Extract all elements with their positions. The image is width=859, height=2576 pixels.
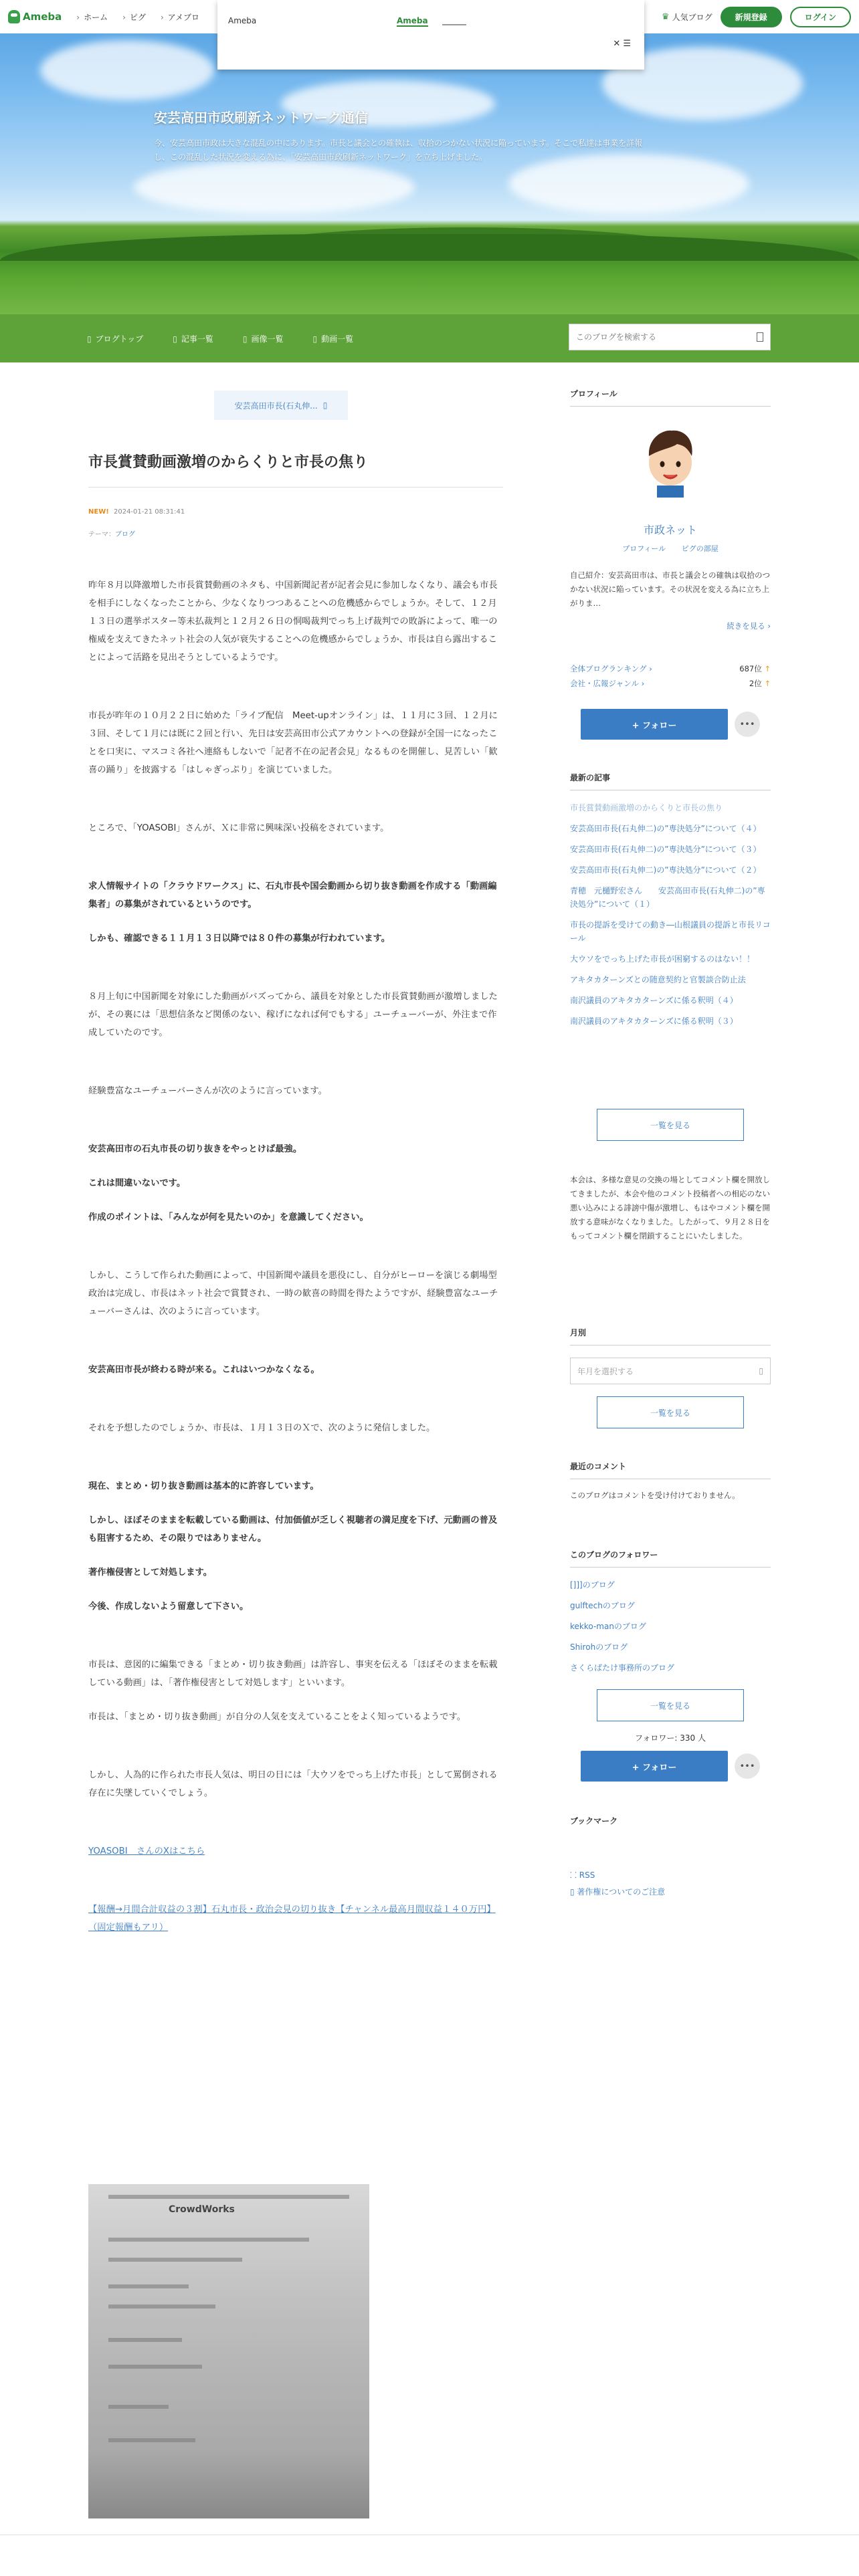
follow-button-2[interactable]: + フォロー	[581, 1751, 728, 1782]
followers-heading: このブログのフォロワー	[570, 1549, 771, 1568]
ranking-genre-value: 2位 ↑	[749, 678, 771, 689]
search-input[interactable]	[576, 332, 757, 342]
doc-icon: ▯	[570, 1887, 577, 1897]
paragraph: 市長が昨年の１０月２２日に始めた「ライブ配信 Meet-upオンライン」は、１１月に３回、１２月に３回、そして１月には既に２回と行い、先日は安芸高田市公式アカウントへの登録が全国一になったことを口実に、マスコミ各社へ連絡もしないで「記者不在の記者会見」なるものを開催し、見苦しい「歓喜の踊り」を披露する「はしゃぎっぷり」を演じていました。	[88, 711, 498, 775]
paragraph: しかし、人為的に作られた市長人気は、明日の日には「大ウソをでっち上げた市長」として罵倒される存在に失墜していくでしょう。	[88, 1770, 498, 1798]
paragraph: 安芸高田市の石丸市長の切り抜きをやっとけば最強。	[88, 1144, 302, 1154]
register-button[interactable]: 新規登録	[721, 7, 782, 27]
profile-heading: プロフィール	[570, 388, 771, 407]
followers-see-all-button[interactable]: 一覧を見る	[597, 1689, 744, 1721]
entry-date: 2024-01-21 08:31:41	[113, 508, 185, 516]
crowdworks-screenshot[interactable]	[88, 2184, 369, 2518]
dropdown-popup	[217, 0, 644, 70]
follower-item[interactable]: Shirohのブログ	[570, 1642, 628, 1652]
paragraph: 著作権侵害として対処します。	[88, 1568, 213, 1578]
divider	[88, 487, 503, 488]
paragraph: 現在、まとめ・切り抜き動画は基本的に許容しています。	[88, 1481, 319, 1491]
popup-tab[interactable]: Ameba	[397, 16, 428, 25]
follower-item[interactable]: kekko-manのブログ	[570, 1622, 646, 1631]
ameba-logo[interactable]	[8, 10, 62, 23]
latest-articles	[570, 801, 771, 1035]
nav-articles[interactable]: ▯ 記事一覧	[173, 333, 213, 344]
latest-article-item[interactable]: 青穂 元樋野宏さん 安芸高田市長(石丸伸二)の”専決処分”について（１）	[570, 886, 765, 909]
paragraph: 経験豊富なユーチューバーさんが次のように言っています。	[88, 1086, 327, 1096]
latest-article-item[interactable]: 安芸高田市長(石丸伸二)の”専決処分”について（４）	[570, 824, 761, 833]
top-links	[76, 11, 199, 23]
popup-title: Ameba	[228, 16, 257, 25]
comments-disabled-note: このブログはコメントを受け付けておりません。	[570, 1491, 740, 1500]
rss-icon: ⸬	[570, 1870, 579, 1880]
cloud	[134, 160, 415, 214]
latest-heading: 最新の記事	[570, 772, 771, 790]
ranking-overall[interactable]	[570, 663, 771, 674]
latest-article-item[interactable]: アキタカターンズとの随意契約と官製談合防止法	[570, 975, 746, 984]
nav-blog-top[interactable]: ▯ ブログトップ	[87, 333, 143, 344]
entry-theme	[88, 528, 135, 538]
follower-item[interactable]: []]]のブログ	[570, 1580, 615, 1590]
latest-article-item[interactable]: 南沢議員のアキタカターンズに係る釈明（３）	[570, 1016, 738, 1026]
ameba-logo-text: Ameba	[23, 11, 62, 23]
tag-icon: ▯	[322, 401, 328, 410]
screenshot-line	[108, 2284, 189, 2288]
paragraph: 昨年８月以降激増した市長賞賛動画のネタも、中国新聞記者が記者会見に参加しなくなり、議会も市長を相手にしなくなったことから、少なくなりつつあることへの危機感からでしょうか。そして、１２月１３日の選挙ポスター等未払裁判と１２月２６日の恫喝裁判でっち上げ裁判での敗訴によって、唯一の権威を支えてきたネット社会の人気が衰失することへの危機感からでしょうか、市長は自ら露出することによって活路を見出そうとしているようです。	[88, 580, 498, 663]
latest-see-all-button[interactable]: 一覧を見る	[597, 1109, 744, 1141]
screenshot-line	[108, 2304, 215, 2309]
screenshot-line	[108, 2195, 349, 2199]
sidebar-profile-heading	[570, 388, 771, 407]
paragraph: 市長は、意図的に編集できる「まとめ・切り抜き動画」は許容し、事実を伝える「ほぼそのままを転載している動画」は、「著作権侵害として対処します」といいます。	[88, 1660, 498, 1688]
close-icon[interactable]: ✕ ☰	[613, 39, 631, 49]
monthly-see-all-button[interactable]: 一覧を見る	[597, 1396, 744, 1428]
treeline	[0, 234, 859, 261]
popular-blog-link[interactable]	[662, 11, 712, 23]
ameba-logo-icon	[8, 10, 20, 23]
ranking-genre[interactable]	[570, 678, 771, 689]
follower-item[interactable]: さくらばたけ事務所のブログ	[570, 1663, 675, 1673]
ranking-overall-value: 687位 ↑	[739, 663, 771, 674]
copyright-label: 著作権についてのご注意	[577, 1887, 666, 1897]
latest-article-item[interactable]: 安芸高田市長(石丸伸二)の”専決処分”について（３）	[570, 845, 761, 854]
theme-label: テーマ：	[88, 531, 115, 538]
new-badge: NEW!	[88, 508, 109, 516]
more-options-icon[interactable]: •••	[735, 1753, 760, 1779]
screenshot-line	[108, 2338, 182, 2342]
screenshot-line	[108, 2258, 242, 2262]
search-icon[interactable]	[757, 332, 763, 342]
pig-room-link[interactable]: ピグの部屋	[681, 544, 719, 553]
theme-link[interactable]: ブログ	[115, 531, 135, 538]
comments-heading: 最近のコメント	[570, 1461, 771, 1479]
cloud	[40, 40, 214, 100]
monthly-heading: 月別	[570, 1327, 771, 1346]
paragraph: しかし、こうして作られた動画によって、中国新聞や議員を悪役にし、自分がヒーローを演じる劇場型政治は完成し、市長はネット社会で賞賛され、一時の歓喜の時間を得たようですが、経験豊富なユーチューバーさんは、次のように言っています。	[88, 1271, 498, 1317]
latest-article-item[interactable]: 南沢議員のアキタカターンズに係る釈明（４）	[570, 996, 738, 1005]
paragraph: 求人情報サイトの「クラウドワークス」に、石丸市長や国会動画から切り抜き動画を作成する「動画編集者」の募集がされているというのです。	[88, 881, 497, 909]
more-options-icon[interactable]: •••	[735, 712, 760, 737]
paragraph: しかし、ほぼそのままを転載している動画は、付加価値が乏しく視聴者の満足度を下げ、元動画の普及も阻害するため、その限りではありません。	[88, 1515, 498, 1543]
avatar[interactable]	[637, 424, 704, 498]
theme-chip-label: 安芸高田市長(石丸伸...	[234, 401, 318, 411]
latest-article-item[interactable]: 市長賞賛動画激増のからくりと市長の焦り	[570, 803, 723, 813]
rss-label: RSS	[579, 1870, 595, 1880]
paragraph: 市長は、「まとめ・切り抜き動画」が自分の人気を支えていることをよく知っているようです。	[88, 1712, 466, 1722]
latest-article-item[interactable]: 市長の提訴を受けての動き―山根議員の提訴と市長リコール	[570, 920, 771, 943]
profile-intro: 自己紹介：安芸高田市は、市長と議会との確執は収拾のつかない状況に陥っています。その状況を変える為に立ち上がりま…	[570, 570, 770, 608]
top-link-home[interactable]: › ホーム	[76, 11, 108, 23]
follower-item[interactable]: gulftechのブログ	[570, 1601, 635, 1610]
ranking-genre-label: 会社・広報ジャンル ›	[570, 679, 645, 688]
follower-count: フォロワー: 330 人	[635, 1733, 706, 1743]
top-link-pig[interactable]: › ピグ	[122, 11, 146, 23]
nav-images[interactable]: ▯ 画像一覧	[243, 333, 284, 344]
bookmark-list	[570, 1868, 771, 1906]
blog-title[interactable]: 安芸高田市政刷新ネットワーク通信	[154, 110, 368, 126]
followers-list	[570, 1578, 771, 1682]
bookmark-heading: ブックマーク	[570, 1816, 618, 1826]
latest-article-item[interactable]: 大ウソをでっち上げた市長が困窮するのはない！！	[570, 954, 755, 964]
follow-button[interactable]: + フォロー	[581, 709, 728, 740]
yoasobi-x-link[interactable]: YOASOBI さんのXはこちら	[88, 1846, 205, 1856]
select-icon: ▯	[759, 1366, 763, 1376]
paragraph: ところで、「YOASOBI」さんが、Ｘに非常に興味深い投稿をされています。	[88, 823, 389, 833]
month-select[interactable]	[570, 1358, 771, 1384]
rss-link[interactable]	[570, 1868, 771, 1882]
paragraph: これは間違いないです。	[88, 1178, 186, 1188]
entry-title[interactable]: 市長賞賛動画激増のからくりと市長の焦り	[88, 454, 369, 471]
profile-name[interactable]: 市政ネット	[643, 524, 697, 536]
paragraph: 今後、作成しないよう留意して下さい。	[88, 1602, 249, 1612]
copyright-link[interactable]	[570, 1885, 771, 1899]
top-link-ameblo[interactable]: › アメブロ	[161, 11, 199, 23]
entry-meta	[88, 508, 185, 516]
paragraph: ８月上旬に中国新聞を対象にした動画がバズってから、議員を対象とした市長賞賛動画が激増しましたが、その裏には「思想信条など関係のない、稼げになれば何でもする」ユーチューバーが、外注まで作成していたのです。	[88, 992, 498, 1038]
paragraph: しかも、確認できる１１月１３日以降では８０件の募集が行われています。	[88, 934, 391, 944]
comment-policy-note: 本会は、多様な意見の交換の場としてコメント欄を開放してきましたが、本会や他のコメント投稿者への相応のない悪い込みによる誹謗中傷が激増し、もはやコメント欄を開放する意味がなくなりました。したがって、９月２８日をもってコメント欄を閉鎖することにいたしました。	[570, 1175, 770, 1241]
blog-description: 今、安芸高田市政は大きな混乱の中にあります。市長と議会との確執は、収拾のつかない状況に陥っています。そこで私達は事業を詳報し、この混乱した状況を変える為に、「安芸高田市政刷新ネットワーク」を立ち上げました。	[154, 138, 643, 162]
entry-body	[88, 576, 503, 1977]
crowdworks-job-link[interactable]: 【報酬→月間合計収益の３割】石丸市長・政治会見の切り抜き【チャンネル最高月間収益１４０万円】（固定報酬もアリ）	[88, 1905, 496, 1933]
theme-chip[interactable]	[214, 391, 348, 420]
profile-links	[570, 543, 771, 554]
paragraph: 作成のポイントは、「みんなが何を見たいのか」を意識してください。	[88, 1212, 369, 1222]
month-select-placeholder: 年月を選択する	[577, 1366, 634, 1376]
screenshot-heading: CrowdWorks	[169, 2204, 235, 2215]
nav-videos[interactable]: ▯ 動画一覧	[313, 333, 354, 344]
popup-tab-placeholder[interactable]	[442, 24, 466, 25]
screenshot-line	[108, 2238, 309, 2242]
paragraph: 安芸高田市長が終わる時が来る。これはいつかなくなる。	[88, 1365, 320, 1375]
login-button[interactable]: ログイン	[790, 7, 851, 27]
profile-link[interactable]: プロフィール	[622, 544, 666, 553]
crown-icon: ♛	[661, 12, 670, 22]
top-right-actions	[662, 7, 851, 27]
paragraph: それを予想したのでしょうか、市長は、１月１３日のＸで、次のように発信しました。	[88, 1423, 436, 1433]
read-more-link[interactable]: 続きを見る ›	[727, 621, 771, 631]
screenshot-line	[108, 2438, 195, 2442]
screenshot-line	[108, 2405, 169, 2409]
popular-blog-label: 人気ブログ	[672, 13, 712, 22]
latest-article-item[interactable]: 安芸高田市長(石丸伸二)の”専決処分”について（２）	[570, 865, 761, 875]
blog-search	[569, 324, 771, 350]
ranking-overall-label: 全体ブログランキング ›	[570, 664, 652, 673]
screenshot-line	[108, 2365, 202, 2369]
